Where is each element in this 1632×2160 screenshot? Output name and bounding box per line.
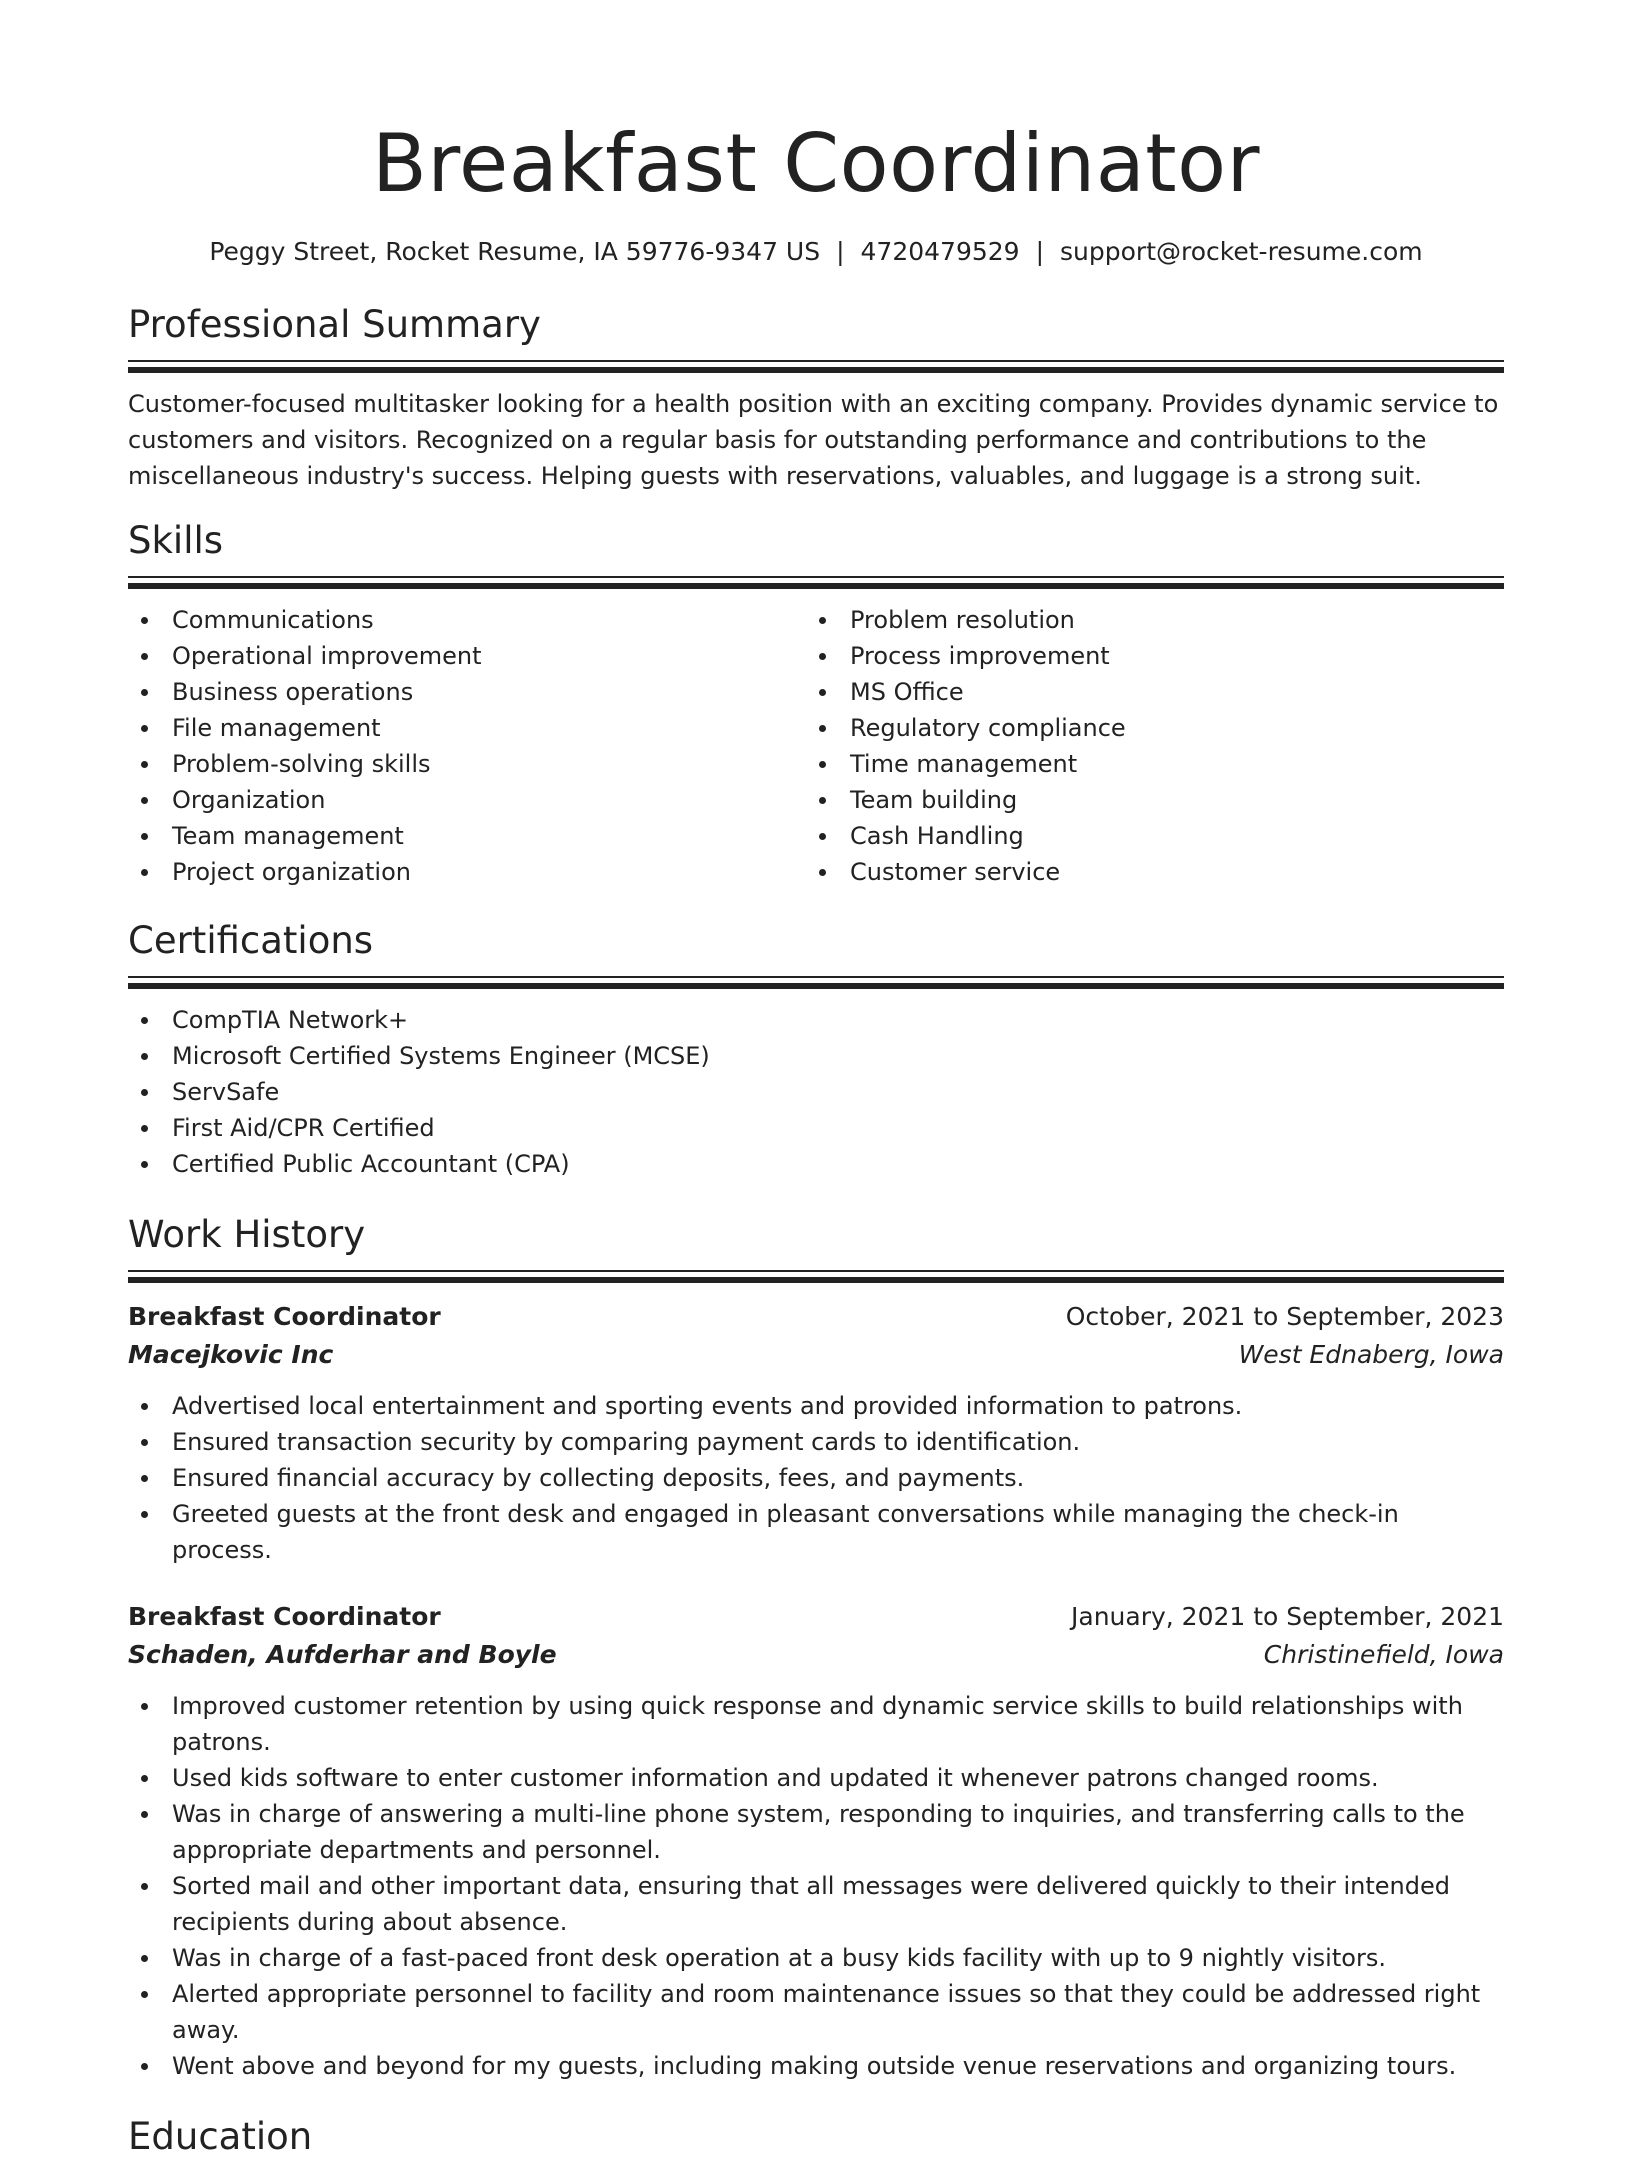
section-heading-certifications: Certifications bbox=[128, 919, 374, 962]
resume-title: Breakfast Coordinator bbox=[372, 117, 1260, 210]
job-subheader bbox=[128, 1336, 1504, 1374]
job-duty-item: Sorted mail and other important data, ensuring that all messages were delivered quickly to their intended recipients during about absence. bbox=[128, 1868, 1504, 1940]
job-duties-list bbox=[128, 1688, 1504, 2084]
skills-section bbox=[128, 518, 1504, 890]
skill-item: Cash Handling bbox=[806, 818, 1484, 854]
certifications-section bbox=[128, 918, 1504, 1182]
section-divider bbox=[128, 576, 1504, 590]
contact-line bbox=[128, 236, 1504, 268]
section-heading-summary: Professional Summary bbox=[128, 303, 541, 346]
certification-item: Microsoft Certified Systems Engineer (MCSE) bbox=[128, 1038, 1504, 1074]
contact-separator: | bbox=[836, 237, 845, 266]
section-divider bbox=[128, 360, 1504, 374]
skill-item: Team management bbox=[128, 818, 806, 854]
job-header bbox=[128, 1298, 1504, 1336]
skill-item: Problem resolution bbox=[806, 602, 1484, 638]
job-title: Breakfast Coordinator bbox=[128, 1302, 441, 1331]
skill-item: Process improvement bbox=[806, 638, 1484, 674]
skill-item: MS Office bbox=[806, 674, 1484, 710]
summary-text: Customer-focused multitasker looking for a health position with an exciting company. Provides dynamic service to customers and visitors. Recognized on a regular basis for outstanding performance and contributions to the miscellaneous industry's success. Helping guests with reservations, valuables, and luggage is a strong suit. bbox=[128, 390, 1499, 490]
resume-page bbox=[128, 0, 1504, 2160]
skill-item: Customer service bbox=[806, 854, 1484, 890]
contact-separator: | bbox=[1035, 237, 1045, 266]
section-heading-skills: Skills bbox=[128, 519, 224, 562]
job-dates: January, 2021 to September, 2021 bbox=[1071, 1602, 1504, 1631]
skill-item: Business operations bbox=[128, 674, 806, 710]
section-divider bbox=[128, 976, 1504, 990]
job-duty-item: Advertised local entertainment and sporting events and provided information to patrons. bbox=[128, 1388, 1504, 1424]
job-duty-item: Went above and beyond for my guests, including making outside venue reservations and organizing tours. bbox=[128, 2048, 1504, 2084]
skill-item: Project organization bbox=[128, 854, 806, 890]
section-divider bbox=[128, 1270, 1504, 1284]
certification-item: First Aid/CPR Certified bbox=[128, 1110, 1504, 1146]
job-company: Schaden, Aufderhar and Boyle bbox=[128, 1640, 557, 1669]
skill-item: Communications bbox=[128, 602, 806, 638]
job-location: Christinefield, Iowa bbox=[1263, 1640, 1504, 1669]
job-subheader bbox=[128, 1636, 1504, 1674]
job-duty-item: Used kids software to enter customer information and updated it whenever patrons changed rooms. bbox=[128, 1760, 1504, 1796]
certification-item: Certified Public Accountant (CPA) bbox=[128, 1146, 1504, 1182]
contact-address: Peggy Street, Rocket Resume, IA 59776-9347 US bbox=[209, 237, 821, 266]
job-dates: October, 2021 to September, 2023 bbox=[1065, 1302, 1504, 1331]
skills-list-right bbox=[806, 602, 1484, 890]
skill-item: Time management bbox=[806, 746, 1484, 782]
skill-item: Operational improvement bbox=[128, 638, 806, 674]
skill-item: File management bbox=[128, 710, 806, 746]
skill-item: Problem-solving skills bbox=[128, 746, 806, 782]
job-duty-item: Alerted appropriate personnel to facility and room maintenance issues so that they could be addressed right away. bbox=[128, 1976, 1504, 2048]
summary-section bbox=[128, 302, 1504, 494]
section-heading-education: Education bbox=[128, 2115, 313, 2158]
skill-item: Organization bbox=[128, 782, 806, 818]
job-entry bbox=[128, 1598, 1504, 2084]
job-duty-item: Was in charge of answering a multi-line phone system, responding to inquiries, and transferring calls to the appropriate departments and personnel. bbox=[128, 1796, 1504, 1868]
certification-item: ServSafe bbox=[128, 1074, 1504, 1110]
contact-phone: 4720479529 bbox=[860, 237, 1020, 266]
job-duty-item: Ensured financial accuracy by collecting deposits, fees, and payments. bbox=[128, 1460, 1504, 1496]
skills-columns bbox=[128, 602, 1504, 890]
job-duty-item: Was in charge of a fast-paced front desk operation at a busy kids facility with up to 9 nightly visitors. bbox=[128, 1940, 1504, 1976]
job-title: Breakfast Coordinator bbox=[128, 1602, 441, 1631]
skill-item: Team building bbox=[806, 782, 1484, 818]
skill-item: Regulatory compliance bbox=[806, 710, 1484, 746]
job-location: West Ednaberg, Iowa bbox=[1238, 1340, 1504, 1369]
job-duties-list bbox=[128, 1388, 1504, 1568]
job-duty-item: Greeted guests at the front desk and engaged in pleasant conversations while managing the check-in process. bbox=[128, 1496, 1504, 1568]
certification-item: CompTIA Network+ bbox=[128, 1002, 1504, 1038]
skills-list-left bbox=[128, 602, 806, 890]
job-entry bbox=[128, 1298, 1504, 1568]
education-section bbox=[128, 2114, 1504, 2160]
certifications-list bbox=[128, 1002, 1504, 1182]
job-company: Macejkovic Inc bbox=[128, 1340, 334, 1369]
work-history-section bbox=[128, 1212, 1504, 2084]
section-heading-work-history: Work History bbox=[128, 1213, 366, 1256]
job-duty-item: Improved customer retention by using quick response and dynamic service skills to build relationships with patrons. bbox=[128, 1688, 1504, 1760]
contact-email: support@rocket-resume.com bbox=[1060, 237, 1423, 266]
job-duty-item: Ensured transaction security by comparing payment cards to identification. bbox=[128, 1424, 1504, 1460]
job-header bbox=[128, 1598, 1504, 1636]
